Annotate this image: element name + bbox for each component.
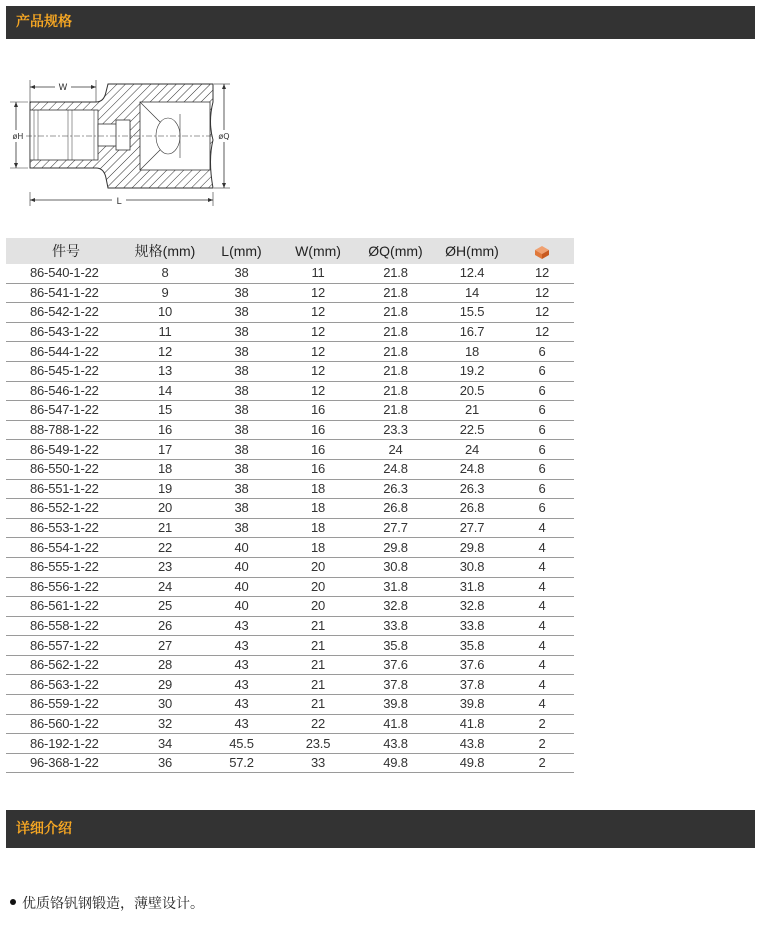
table-cell: 88-788-1-22 xyxy=(6,420,126,440)
table-cell: 18 xyxy=(279,479,357,499)
table-cell: 37.6 xyxy=(434,655,510,675)
specs-section-header: 产品规格 xyxy=(6,6,755,39)
table-cell: 12 xyxy=(510,264,574,283)
table-cell: 96-368-1-22 xyxy=(6,753,126,773)
table-cell: 86-551-1-22 xyxy=(6,479,126,499)
table-cell: 26.8 xyxy=(434,499,510,519)
table-cell: 6 xyxy=(510,401,574,421)
table-cell: 45.5 xyxy=(204,734,279,754)
table-row xyxy=(6,714,574,734)
table-cell: 43.8 xyxy=(434,734,510,754)
table-cell: 86-549-1-22 xyxy=(6,440,126,460)
table-cell: 43 xyxy=(204,655,279,675)
table-cell: 33.8 xyxy=(434,616,510,636)
table-cell: 18 xyxy=(279,518,357,538)
table-cell: 86-554-1-22 xyxy=(6,538,126,558)
table-row xyxy=(6,695,574,715)
table-cell: 21.8 xyxy=(357,264,434,283)
table-cell: 4 xyxy=(510,655,574,675)
table-cell: 38 xyxy=(204,499,279,519)
table-cell: 12 xyxy=(279,322,357,342)
table-cell: 38 xyxy=(204,342,279,362)
table-cell: 86-192-1-22 xyxy=(6,734,126,754)
table-cell: 21.8 xyxy=(357,283,434,303)
table-cell: 23.5 xyxy=(279,734,357,754)
table-cell: 6 xyxy=(510,342,574,362)
table-row xyxy=(6,655,574,675)
table-cell: 21 xyxy=(279,695,357,715)
table-cell: 31.8 xyxy=(357,577,434,597)
table-cell: 19.2 xyxy=(434,361,510,381)
table-cell: 86-558-1-22 xyxy=(6,616,126,636)
table-cell: 38 xyxy=(204,420,279,440)
table-cell: 39.8 xyxy=(357,695,434,715)
table-cell: 21.8 xyxy=(357,361,434,381)
table-cell: 86-544-1-22 xyxy=(6,342,126,362)
table-cell: 10 xyxy=(126,303,204,323)
table-cell: 17 xyxy=(126,440,204,460)
table-cell: 21 xyxy=(279,655,357,675)
table-cell: 26.8 xyxy=(357,499,434,519)
table-cell: 24.8 xyxy=(357,459,434,479)
table-row xyxy=(6,420,574,440)
table-cell: 18 xyxy=(126,459,204,479)
table-cell: 6 xyxy=(510,420,574,440)
table-cell: 12 xyxy=(279,303,357,323)
table-cell: 86-546-1-22 xyxy=(6,381,126,401)
table-cell: 26.3 xyxy=(357,479,434,499)
table-cell: 38 xyxy=(204,479,279,499)
table-cell: 21 xyxy=(126,518,204,538)
table-cell: 86-553-1-22 xyxy=(6,518,126,538)
table-cell: 2 xyxy=(510,734,574,754)
table-row xyxy=(6,361,574,381)
table-cell: 37.6 xyxy=(357,655,434,675)
table-row xyxy=(6,479,574,499)
table-cell: 40 xyxy=(204,577,279,597)
table-cell: 20.5 xyxy=(434,381,510,401)
table-cell: 38 xyxy=(204,401,279,421)
table-cell: 86-561-1-22 xyxy=(6,597,126,617)
table-row xyxy=(6,322,574,342)
table-cell: 38 xyxy=(204,303,279,323)
table-cell: 43 xyxy=(204,675,279,695)
table-cell: 86-543-1-22 xyxy=(6,322,126,342)
table-row xyxy=(6,557,574,577)
table-cell: 43 xyxy=(204,636,279,656)
header-size: 规格(mm) xyxy=(126,238,204,264)
table-cell: 21.8 xyxy=(357,401,434,421)
table-cell: 4 xyxy=(510,695,574,715)
table-cell: 24 xyxy=(126,577,204,597)
table-cell: 21 xyxy=(279,636,357,656)
table-cell: 86-563-1-22 xyxy=(6,675,126,695)
table-cell: 16 xyxy=(279,401,357,421)
table-row xyxy=(6,440,574,460)
table-cell: 4 xyxy=(510,616,574,636)
table-cell: 28 xyxy=(126,655,204,675)
table-cell: 27.7 xyxy=(357,518,434,538)
table-row xyxy=(6,753,574,773)
table-cell: 40 xyxy=(204,557,279,577)
table-cell: 6 xyxy=(510,381,574,401)
table-cell: 35.8 xyxy=(434,636,510,656)
table-cell: 43 xyxy=(204,616,279,636)
header-w: W(mm) xyxy=(279,238,357,264)
table-cell: 18 xyxy=(279,499,357,519)
table-row xyxy=(6,636,574,656)
socket-diagram xyxy=(8,74,234,210)
table-cell: 57.2 xyxy=(204,753,279,773)
table-cell: 21 xyxy=(279,675,357,695)
table-cell: 27 xyxy=(126,636,204,656)
table-cell: 24.8 xyxy=(434,459,510,479)
header-part-no: 件号 xyxy=(6,238,126,264)
table-cell: 20 xyxy=(279,597,357,617)
details-section-header: 详细介绍 xyxy=(6,810,755,848)
table-cell: 4 xyxy=(510,675,574,695)
table-cell: 86-542-1-22 xyxy=(6,303,126,323)
table-cell: 30 xyxy=(126,695,204,715)
l-label: L xyxy=(116,197,122,207)
table-row xyxy=(6,518,574,538)
table-cell: 38 xyxy=(204,381,279,401)
table-cell: 11 xyxy=(279,264,357,283)
table-cell: 38 xyxy=(204,361,279,381)
table-cell: 25 xyxy=(126,597,204,617)
table-row xyxy=(6,538,574,558)
table-cell: 14 xyxy=(434,283,510,303)
table-cell: 22 xyxy=(126,538,204,558)
table-cell: 6 xyxy=(510,499,574,519)
bullet-icon xyxy=(10,899,16,905)
table-cell: 38 xyxy=(204,322,279,342)
table-cell: 26.3 xyxy=(434,479,510,499)
table-cell: 16 xyxy=(126,420,204,440)
table-cell: 34 xyxy=(126,734,204,754)
table-cell: 15 xyxy=(126,401,204,421)
table-cell: 18 xyxy=(434,342,510,362)
table-cell: 12.4 xyxy=(434,264,510,283)
table-cell: 16 xyxy=(279,459,357,479)
table-cell: 21.8 xyxy=(357,342,434,362)
table-cell: 27.7 xyxy=(434,518,510,538)
spec-table xyxy=(6,238,574,773)
table-cell: 29 xyxy=(126,675,204,695)
table-row xyxy=(6,303,574,323)
table-cell: 38 xyxy=(204,518,279,538)
table-cell: 31.8 xyxy=(434,577,510,597)
detail-bullet-text: 优质铬钒钢锻造，薄壁设计。 xyxy=(22,896,204,912)
header-package xyxy=(510,238,574,264)
table-cell: 23.3 xyxy=(357,420,434,440)
table-cell: 6 xyxy=(510,361,574,381)
table-cell: 49.8 xyxy=(357,753,434,773)
table-cell: 30.8 xyxy=(434,557,510,577)
table-cell: 6 xyxy=(510,440,574,460)
table-cell: 86-555-1-22 xyxy=(6,557,126,577)
table-cell: 24 xyxy=(434,440,510,460)
table-row xyxy=(6,675,574,695)
table-cell: 12 xyxy=(510,303,574,323)
table-cell: 86-557-1-22 xyxy=(6,636,126,656)
table-row xyxy=(6,499,574,519)
table-cell: 35.8 xyxy=(357,636,434,656)
table-cell: 12 xyxy=(510,283,574,303)
table-cell: 21 xyxy=(434,401,510,421)
detail-bullet xyxy=(10,893,204,913)
table-row xyxy=(6,283,574,303)
table-cell: 29.8 xyxy=(434,538,510,558)
table-cell: 86-550-1-22 xyxy=(6,459,126,479)
header-h: ØH(mm) xyxy=(434,238,510,264)
table-cell: 4 xyxy=(510,518,574,538)
table-cell: 12 xyxy=(279,342,357,362)
table-cell: 38 xyxy=(204,440,279,460)
table-cell: 41.8 xyxy=(434,714,510,734)
header-q: ØQ(mm) xyxy=(357,238,434,264)
table-cell: 86-547-1-22 xyxy=(6,401,126,421)
table-cell: 2 xyxy=(510,753,574,773)
table-cell: 20 xyxy=(279,557,357,577)
table-row xyxy=(6,264,574,283)
table-cell: 32.8 xyxy=(357,597,434,617)
table-cell: 13 xyxy=(126,361,204,381)
table-cell: 32.8 xyxy=(434,597,510,617)
table-row xyxy=(6,616,574,636)
table-row xyxy=(6,577,574,597)
table-cell: 39.8 xyxy=(434,695,510,715)
table-cell: 4 xyxy=(510,538,574,558)
w-label: W xyxy=(58,83,68,93)
box-icon xyxy=(533,244,551,260)
table-cell: 86-545-1-22 xyxy=(6,361,126,381)
table-cell: 16 xyxy=(279,420,357,440)
table-cell: 12 xyxy=(126,342,204,362)
table-cell: 86-552-1-22 xyxy=(6,499,126,519)
table-cell: 21.8 xyxy=(357,381,434,401)
table-cell: 49.8 xyxy=(434,753,510,773)
table-cell: 2 xyxy=(510,714,574,734)
table-cell: 43 xyxy=(204,714,279,734)
table-cell: 4 xyxy=(510,636,574,656)
table-row xyxy=(6,401,574,421)
table-cell: 12 xyxy=(279,381,357,401)
table-cell: 29.8 xyxy=(357,538,434,558)
table-cell: 15.5 xyxy=(434,303,510,323)
table-cell: 86-559-1-22 xyxy=(6,695,126,715)
table-cell: 33 xyxy=(279,753,357,773)
table-cell: 41.8 xyxy=(357,714,434,734)
table-cell: 32 xyxy=(126,714,204,734)
table-cell: 23 xyxy=(126,557,204,577)
table-row xyxy=(6,597,574,617)
table-cell: 14 xyxy=(126,381,204,401)
table-cell: 20 xyxy=(126,499,204,519)
table-cell: 37.8 xyxy=(434,675,510,695)
table-cell: 38 xyxy=(204,459,279,479)
table-cell: 4 xyxy=(510,557,574,577)
table-cell: 9 xyxy=(126,283,204,303)
table-cell: 12 xyxy=(510,322,574,342)
table-cell: 37.8 xyxy=(357,675,434,695)
table-cell: 33.8 xyxy=(357,616,434,636)
table-cell: 40 xyxy=(204,597,279,617)
table-cell: 18 xyxy=(279,538,357,558)
table-cell: 4 xyxy=(510,577,574,597)
table-cell: 86-540-1-22 xyxy=(6,264,126,283)
table-cell: 86-556-1-22 xyxy=(6,577,126,597)
table-cell: 21 xyxy=(279,616,357,636)
header-l: L(mm) xyxy=(204,238,279,264)
table-cell: 12 xyxy=(279,361,357,381)
h-label: øH xyxy=(12,132,24,141)
table-cell: 16.7 xyxy=(434,322,510,342)
table-cell: 6 xyxy=(510,459,574,479)
table-cell: 6 xyxy=(510,479,574,499)
table-cell: 21.8 xyxy=(357,303,434,323)
table-row xyxy=(6,342,574,362)
table-cell: 11 xyxy=(126,322,204,342)
table-cell: 24 xyxy=(357,440,434,460)
table-cell: 43 xyxy=(204,695,279,715)
table-row xyxy=(6,734,574,754)
table-cell: 22 xyxy=(279,714,357,734)
table-cell: 86-562-1-22 xyxy=(6,655,126,675)
table-cell: 38 xyxy=(204,283,279,303)
table-cell: 21.8 xyxy=(357,322,434,342)
table-cell: 26 xyxy=(126,616,204,636)
table-cell: 30.8 xyxy=(357,557,434,577)
table-cell: 16 xyxy=(279,440,357,460)
q-label: øQ xyxy=(218,132,230,141)
table-header-row xyxy=(6,238,574,264)
table-cell: 86-541-1-22 xyxy=(6,283,126,303)
table-row xyxy=(6,381,574,401)
table-cell: 19 xyxy=(126,479,204,499)
table-cell: 22.5 xyxy=(434,420,510,440)
table-cell: 8 xyxy=(126,264,204,283)
table-cell: 40 xyxy=(204,538,279,558)
table-cell: 12 xyxy=(279,283,357,303)
table-cell: 43.8 xyxy=(357,734,434,754)
table-row xyxy=(6,459,574,479)
table-cell: 86-560-1-22 xyxy=(6,714,126,734)
table-cell: 38 xyxy=(204,264,279,283)
table-cell: 20 xyxy=(279,577,357,597)
table-cell: 36 xyxy=(126,753,204,773)
table-cell: 4 xyxy=(510,597,574,617)
